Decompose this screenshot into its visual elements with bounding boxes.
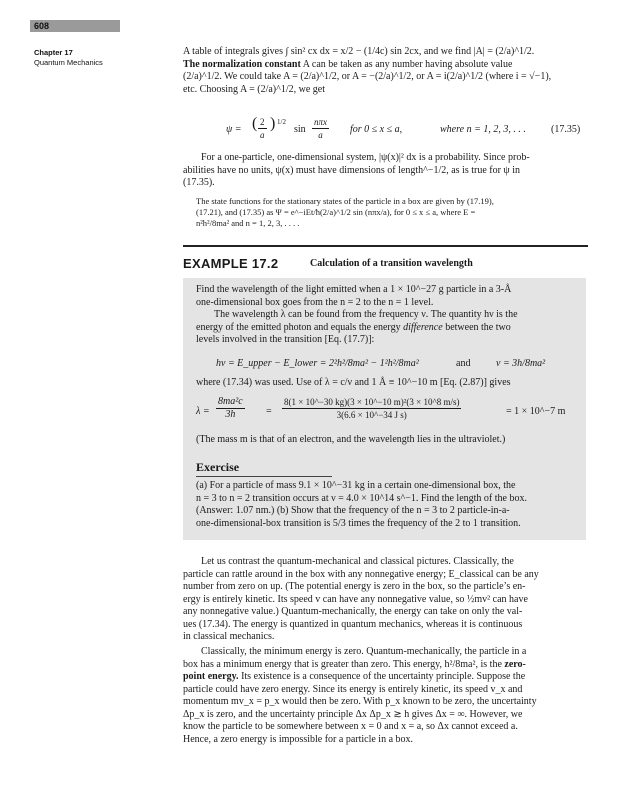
exercise-heading: Exercise <box>196 460 240 474</box>
exercise-text: (a) For a particle of mass 9.1 × 10^−31 kg in a certain one-dimensional box, the n = 3 to n = 2 transition occurs at ν = 4.0 × 10^14 s^−1. Find the length of the box. (Answer: 1.07 nm.) (b) Show that the frequency of the n = 3 to 2 particle-in-a- one-dimensional-box transition is 5/3 times the frequency of the 2 to 1 transition. <box>196 480 527 529</box>
zero-point-paragraph: Classically, the minimum energy is zero. Quantum-mechanically, the particle in a box has a minimum energy that is greater than zero. This energy, h²/8ma², is the zero- point energy. Its existence is a consequence of the uncertainty principle. Suppose the particle could have zero energy. Since its energy is entirely kinetic, its speed v_x and momentum mv_x = p_x would then be zero. With p_x known to be zero, the uncertainty Δp_x is zero, and the uncertainty principle Δx Δp_x ≳ h gives Δx = ∞. However, we know the particle to be somewhere between x = 0 and x = a, so Δx cannot exceed a. Hence, a zero energy is impossible for a particle in a box. <box>183 646 537 745</box>
state-function-note: The state functions for the stationary states of the particle in a box are given by (17.19), (17.21), and (17.35) as Ψ = e^−iEt/ħ(2/a)^1/2 sin (nπx/a), for 0 ≤ x ≤ a, where E = n²h²/8ma² and n = 1, 2, 3, . . . . <box>196 196 494 228</box>
example-where-line: where (17.34) was used. Use of λ = c/ν and 1 Å ≡ 10^−10 m [Eq. (2.87)] gives <box>196 377 511 388</box>
intro-paragraph <box>183 46 586 96</box>
zero-point-term: zero- <box>504 658 526 670</box>
classical-comparison-paragraph: Let us contrast the quantum-mechanical and classical pictures. Classically, the particle can rattle around in the box with any nonnegative energy; E_classical can be any number from zero on up. (The potential energy is zero in the box, so the particle’s en- ergy is entirely kinetic. Its speed v can have any nonnegative value, so ½mv² can have any nonnegative value.) Quantum-mechanically, the energy can take on only the val- ues (17.34). The energy is quantized in quantum mechanics, whereas it is continuous in classical mechanics. <box>183 556 539 642</box>
intro-line: A table of integrals gives ∫ sin² cx dx = x/2 − (1/4c) sin 2cx, and we find |A| = (2/a)^1/2. <box>183 46 535 57</box>
chapter-label: Chapter 17 <box>34 48 73 57</box>
example-title: Calculation of a transition wavelength <box>310 258 473 269</box>
example-problem: Find the wavelength of the light emitted when a 1 × 10^−27 g particle in a 3-Å one-dimensional box goes from the n = 2 to the n = 1 level. The wavelength λ can be found from the frequency ν. The quantity hν is the energy of the emitted photon and equals the energy difference between the two levels involved in the transition [Eq. (17.7)]: <box>196 284 518 345</box>
chapter-title: Quantum Mechanics <box>34 58 103 67</box>
running-head <box>34 48 154 68</box>
example-label: EXAMPLE 17.2 <box>183 256 279 271</box>
exercise-rule <box>196 476 332 477</box>
probability-paragraph: For a one-particle, one-dimensional system, |ψ(x)|² dx is a probability. Since prob- abilities have no units, ψ(x) must have dimensions of length^−1/2, as is true for ψ in (17.35). <box>183 152 530 188</box>
energy-equation: hν = E_upper − E_lower = 2²h²/8ma² − 1²h²/8ma² and ν = 3h/8ma² <box>216 358 546 369</box>
intro-line: (2/a)^1/2. We could take A = (2/a)^1/2, or A = −(2/a)^1/2, or A = i(2/a)^1/2 (where i = √−1), <box>183 71 552 82</box>
equation-17-35: ψ = ( $\frac{2}{a}$ ) 1/2 sin nπx a for 0 ≤ x ≤ a, where n = 1, 2, 3, . . . (17.35) <box>226 115 581 140</box>
page-number: 608 <box>34 21 50 31</box>
intro-line: The normalization constant A can be taken as any number having absolute value <box>183 58 513 70</box>
normalization-term: The normalization constant <box>183 58 301 70</box>
wavelength-equation: λ = $\frac{\text{8ma²c}}{3h}$ = $\frac{\text{8(1 × 10\textasciicircum{}−30 kg)(3 × 10\textasciicircum{}−10 m)²(3 × 10\textasciicircum{}8 m/s)}}{\text{3(6.6 × 10\textasciicircum{}−34 J s)}}$ = 1 × 10^−7 m <box>196 396 566 420</box>
intro-line: etc. Choosing A = (2/a)^1/2, we get <box>183 83 325 95</box>
electron-note: (The mass m is that of an electron, and the wavelength lies in the ultraviolet.) <box>196 434 506 445</box>
example-top-rule <box>183 245 588 247</box>
